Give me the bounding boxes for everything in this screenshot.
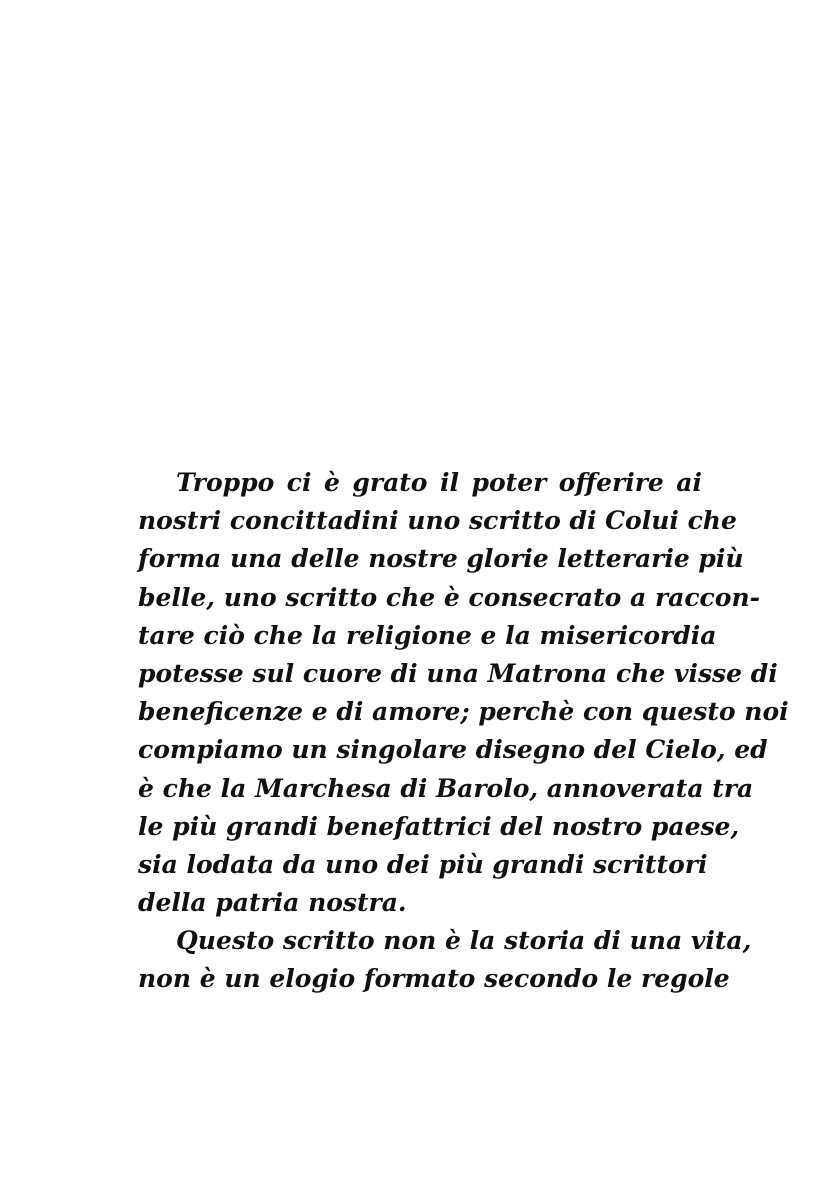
- text-line: è che la Marchesa di Barolo, annoverata tra: [138, 773, 754, 803]
- text-line: belle, uno scritto che è consecrato a raccon-: [138, 582, 760, 612]
- text-line: sia lodata da uno dei più grandi scrittori: [138, 849, 708, 879]
- text-line: Questo scritto non è la storia di una vita,: [176, 926, 752, 956]
- text-line: della patria nostra.: [138, 888, 407, 918]
- paragraph-1: [138, 464, 789, 922]
- text-line: beneficenze e di amore; perchè con questo noi: [138, 697, 789, 727]
- body-text: [138, 464, 789, 999]
- text-line: non è un elogio formato secondo le regole: [138, 964, 730, 994]
- text-line: Troppo ci è grato il poter offerire ai: [176, 468, 702, 497]
- text-line: compiamo un singolare disegno del Cielo, ed: [138, 735, 768, 765]
- text-line: potesse sul cuore di una Matrona che visse di: [138, 658, 778, 688]
- text-line: le più grandi benefattrici del nostro paese,: [138, 811, 740, 841]
- text-line: tare ciò che la religione e la misericordia: [138, 620, 717, 650]
- paragraph-2: [138, 922, 752, 998]
- text-line: forma una delle nostre glorie letterarie più: [138, 544, 744, 574]
- text-line: nostri concittadini uno scritto di Colui che: [138, 506, 737, 536]
